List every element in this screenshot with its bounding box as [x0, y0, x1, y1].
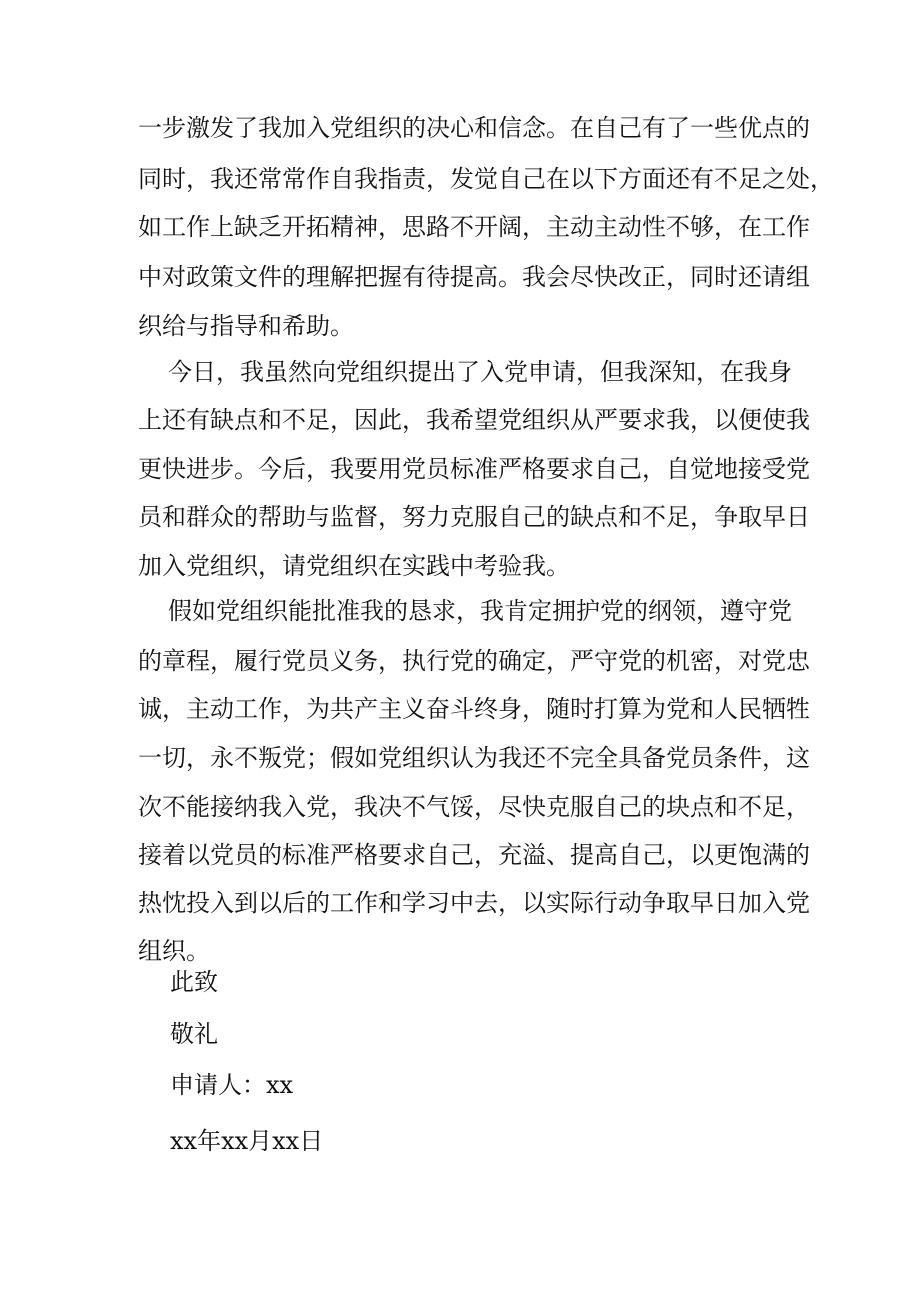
paragraph-3-line-1: 假如党组织能批准我的恳求，我肯定拥护党的纲领，遵守党	[168, 597, 792, 625]
paragraph-2-line-3: 更快进步。今后，我要用党员标准严格要求自己，自觉地接受党	[138, 455, 810, 483]
paragraph-3-line-2: 的章程，履行党员义务，执行党的确定，严守党的机密，对党忠	[138, 647, 810, 675]
paragraph-3-line-4: 一切，永不叛党；假如党组织认为我还不完全具备党员条件，这	[138, 744, 810, 772]
paragraph-2-line-2: 上还有缺点和不足，因此，我希望党组织从严要求我，以便使我	[138, 406, 810, 434]
paragraph-1-line-4: 中对政策文件的理解把握有待提高。我会尽快改正，同时还请组	[138, 263, 810, 291]
salutation-ci-zhi: 此致	[170, 968, 218, 996]
salutation-jing-li: 敬礼	[170, 1020, 218, 1048]
paragraph-1-line-5: 织给与指导和希助。	[138, 312, 354, 340]
paragraph-1-line-1: 一步激发了我加入党组织的决心和信念。在自己有了一些优点的	[138, 114, 810, 142]
paragraph-1-line-2: 同时，我还常常作自我指责，发觉自己在以下方面还有不足之处，	[138, 165, 834, 193]
application-date: xx年xx月xx日	[170, 1127, 324, 1155]
paragraph-1-line-3: 如工作上缺乏开拓精神，思路不开阔，主动主动性不够，在工作	[138, 213, 810, 241]
paragraph-3-line-6: 接着以党员的标准严格要求自己，充溢、提高自己，以更饱满的	[138, 841, 810, 869]
paragraph-2-line-1: 今日，我虽然向党组织提出了入党申请，但我深知，在我身	[168, 358, 792, 386]
paragraph-3-line-7: 热忱投入到以后的工作和学习中去，以实际行动争取早日加入党	[138, 889, 810, 917]
paragraph-2-line-5: 加入党组织，请党组织在实践中考验我。	[138, 552, 570, 580]
paragraph-3-line-5: 次不能接纳我入党，我决不气馁，尽快克服自己的块点和不足，	[138, 793, 810, 821]
paragraph-2-line-4: 员和群众的帮助与监督，努力克服自己的缺点和不足，争取早日	[138, 503, 810, 531]
paragraph-3-line-8: 组织。	[138, 937, 210, 965]
paragraph-3-line-3: 诚，主动工作，为共产主义奋斗终身，随时打算为党和人民牺牲	[138, 695, 810, 723]
applicant-signature: 申请人：xx	[170, 1071, 294, 1099]
